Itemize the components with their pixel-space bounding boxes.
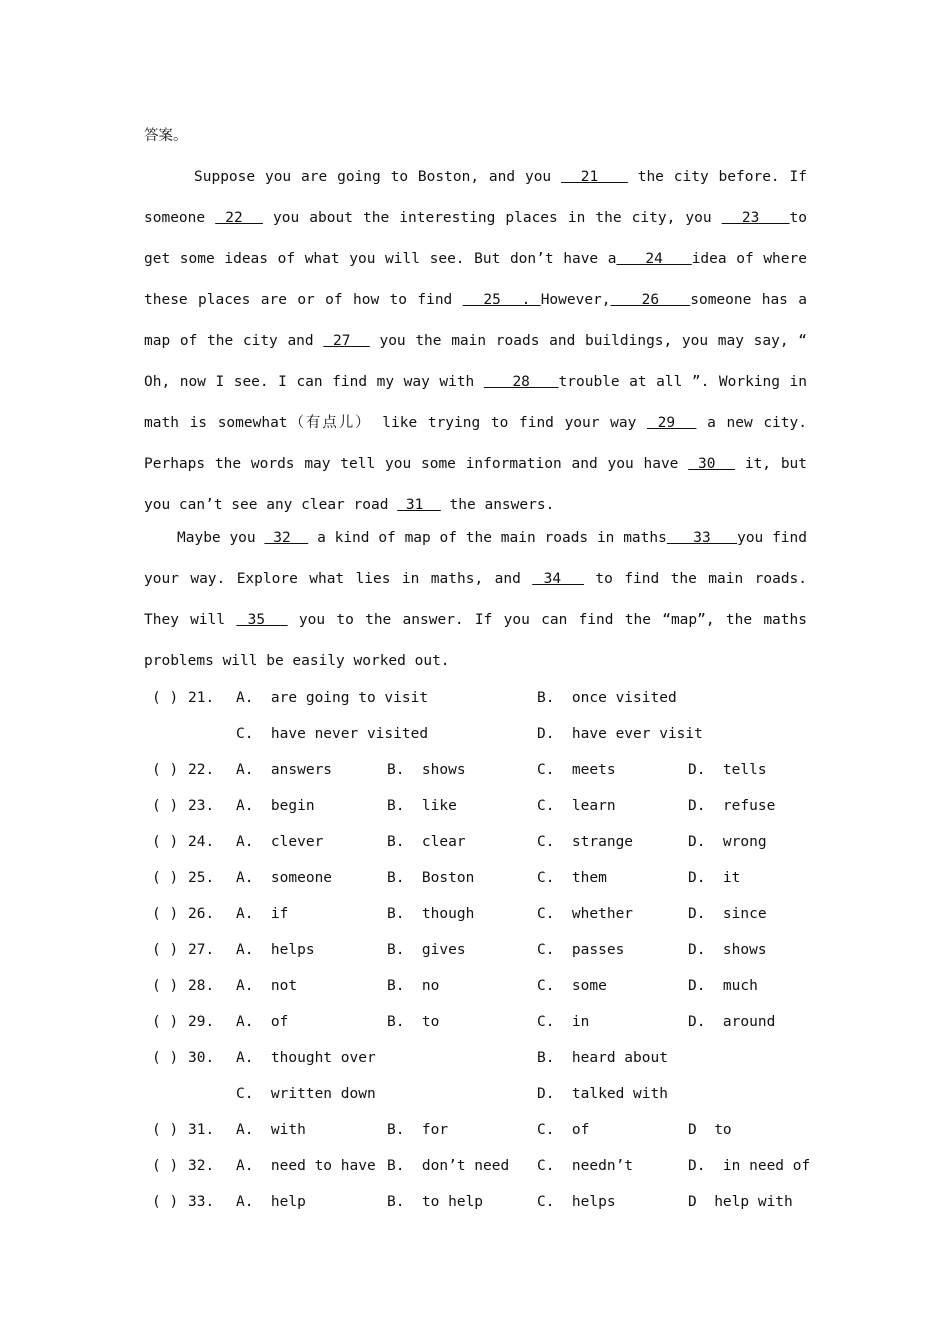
blank-34: 34 [532, 571, 584, 587]
option-a[interactable]: A. are going to visit [236, 690, 429, 706]
option-b[interactable]: B. to [387, 1014, 440, 1030]
blank-23: 23 [721, 210, 790, 226]
option-a[interactable]: A. help [236, 1194, 306, 1210]
question-number: 32. [188, 1158, 215, 1174]
question-number: 24. [188, 834, 215, 850]
answer-heading: 答案。 [144, 128, 188, 144]
option-a[interactable]: A. answers [236, 762, 333, 778]
answer-bracket[interactable]: ( ) [152, 906, 179, 922]
option-c[interactable]: C. passes [537, 942, 625, 958]
blank-29: 29 [647, 415, 697, 431]
blank-28: 28 [483, 374, 559, 390]
answer-bracket[interactable]: ( ) [152, 798, 179, 814]
question-row [144, 1148, 844, 1184]
option-a[interactable]: A. need to have [236, 1158, 376, 1174]
passage-text: you about the interesting places in the city, you [262, 210, 722, 226]
question-number: 21. [188, 690, 215, 706]
question-number: 23. [188, 798, 215, 814]
question-row [144, 1112, 844, 1148]
question-row [144, 932, 844, 968]
blank-30: 30 [688, 456, 736, 472]
question-row [144, 788, 844, 824]
answer-bracket[interactable]: ( ) [152, 762, 179, 778]
question-row [144, 716, 844, 752]
option-a[interactable]: A. helps [236, 942, 315, 958]
option-b[interactable]: B. though [387, 906, 475, 922]
option-b[interactable]: B. for [387, 1122, 449, 1138]
option-d[interactable]: D. talked with [537, 1086, 668, 1102]
option-b[interactable]: B. heard about [537, 1050, 668, 1066]
option-c[interactable]: C. learn [537, 798, 616, 814]
blank-35: 35 [236, 612, 288, 628]
option-d[interactable]: D. refuse [688, 798, 776, 814]
answer-bracket[interactable]: ( ) [152, 690, 179, 706]
answer-bracket[interactable]: ( ) [152, 978, 179, 994]
option-a[interactable]: A. thought over [236, 1050, 376, 1066]
option-a[interactable]: A. of [236, 1014, 289, 1030]
option-d[interactable]: D. since [688, 906, 767, 922]
option-d[interactable]: D. have ever visit [537, 726, 703, 742]
option-c[interactable]: C. them [537, 870, 607, 886]
option-b[interactable]: B. to help [387, 1194, 484, 1210]
blank-22: 22 [215, 210, 263, 226]
option-a[interactable]: A. begin [236, 798, 315, 814]
option-d[interactable]: D. shows [688, 942, 767, 958]
option-b[interactable]: B. once visited [537, 690, 677, 706]
option-d[interactable]: D. it [688, 870, 741, 886]
option-b[interactable]: B. gives [387, 942, 466, 958]
question-number: 26. [188, 906, 215, 922]
answer-bracket[interactable]: ( ) [152, 1122, 179, 1138]
question-row [144, 968, 844, 1004]
option-c[interactable]: C. of [537, 1122, 590, 1138]
answer-bracket[interactable]: ( ) [152, 942, 179, 958]
passage-text: it, but you can’t see any clear road [144, 456, 808, 513]
answer-bracket[interactable]: ( ) [152, 1158, 179, 1174]
answer-bracket[interactable]: ( ) [152, 1014, 179, 1030]
passage-text: you the main roads and buildings, you may say, “ Oh, now I see. I can find my way with [144, 333, 807, 390]
option-c[interactable]: C. meets [537, 762, 616, 778]
passage-text: Suppose you are going to Boston, and you [194, 169, 562, 185]
question-row [144, 1076, 844, 1112]
option-a[interactable]: A. with [236, 1122, 306, 1138]
blank-21: 21 [561, 169, 628, 185]
option-b[interactable]: B. shows [387, 762, 466, 778]
passage-text: to get some ideas of what you will see. But don’t have a [144, 210, 808, 267]
option-d[interactable]: D. tells [688, 762, 767, 778]
option-c[interactable]: C. written down [236, 1086, 376, 1102]
passage-text: a new city. Perhaps the words may tell you some information and you have [144, 415, 807, 472]
question-number: 28. [188, 978, 215, 994]
passage-paragraph-2 [144, 518, 807, 682]
option-c[interactable]: C. have never visited [236, 726, 429, 742]
passage-text: someone has a map of the city and [144, 292, 807, 349]
blank-27: 27 [323, 333, 370, 349]
option-d[interactable]: D. around [688, 1014, 776, 1030]
answer-bracket[interactable]: ( ) [152, 1194, 179, 1210]
option-c[interactable]: C. needn’t [537, 1158, 634, 1174]
answer-bracket[interactable]: ( ) [152, 834, 179, 850]
answer-bracket[interactable]: ( ) [152, 1050, 179, 1066]
question-number: 25. [188, 870, 215, 886]
question-options [144, 680, 844, 1220]
option-c[interactable]: C. helps [537, 1194, 616, 1210]
blank-25: 25 . [462, 292, 541, 308]
question-row [144, 824, 844, 860]
passage-text: to find the main roads. They will [144, 571, 808, 628]
passage-text: Maybe you [177, 530, 265, 546]
option-c[interactable]: C. some [537, 978, 607, 994]
option-a[interactable]: A. someone [236, 870, 333, 886]
passage-text: the city before. If someone [144, 169, 807, 226]
blank-31: 31 [397, 497, 441, 513]
question-number: 27. [188, 942, 215, 958]
question-number: 30. [188, 1050, 215, 1066]
passage-text: trouble at all ”. Working in math is somewhat（有点儿） like trying to find your way [144, 374, 808, 431]
option-d[interactable]: D. in need of [688, 1158, 811, 1174]
question-row [144, 752, 844, 788]
passage-text: the answers. [440, 497, 555, 513]
question-number: 31. [188, 1122, 215, 1138]
option-a[interactable]: A. not [236, 978, 298, 994]
blank-24: 24 [616, 251, 692, 267]
passage-text: However, [540, 292, 611, 308]
option-c[interactable]: C. strange [537, 834, 634, 850]
option-d[interactable]: D to [688, 1122, 732, 1138]
option-b[interactable]: B. like [387, 798, 457, 814]
blank-33: 33 [666, 530, 738, 546]
question-row [144, 860, 844, 896]
passage-text: you to the answer. If you can find the “map”, the maths problems will be easily worked out. [144, 612, 807, 669]
option-b[interactable]: B. no [387, 978, 440, 994]
option-b[interactable]: B. Boston [387, 870, 475, 886]
question-row [144, 680, 844, 716]
question-row [144, 896, 844, 932]
option-a[interactable]: A. clever [236, 834, 324, 850]
passage-paragraph-1 [144, 116, 807, 526]
option-d[interactable]: D help with [688, 1194, 793, 1210]
passage-text: idea of where these places are or of how to find [144, 251, 807, 308]
passage-text: a kind of map of the main roads in maths [308, 530, 667, 546]
option-c[interactable]: C. whether [537, 906, 634, 922]
question-row [144, 1184, 844, 1220]
question-row [144, 1004, 844, 1040]
blank-26: 26 [610, 292, 691, 308]
paragraph-1-body [144, 157, 807, 526]
question-number: 29. [188, 1014, 215, 1030]
answer-bracket[interactable]: ( ) [152, 870, 179, 886]
option-d[interactable]: D. wrong [688, 834, 767, 850]
option-c[interactable]: C. in [537, 1014, 590, 1030]
option-a[interactable]: A. if [236, 906, 289, 922]
question-number: 33. [188, 1194, 215, 1210]
question-row [144, 1040, 844, 1076]
blank-32: 32 [264, 530, 309, 546]
option-b[interactable]: B. don’t need [387, 1158, 510, 1174]
question-number: 22. [188, 762, 215, 778]
option-d[interactable]: D. much [688, 978, 758, 994]
passage-text: you find your way. Explore what lies in maths, and [144, 530, 807, 587]
option-b[interactable]: B. clear [387, 834, 466, 850]
